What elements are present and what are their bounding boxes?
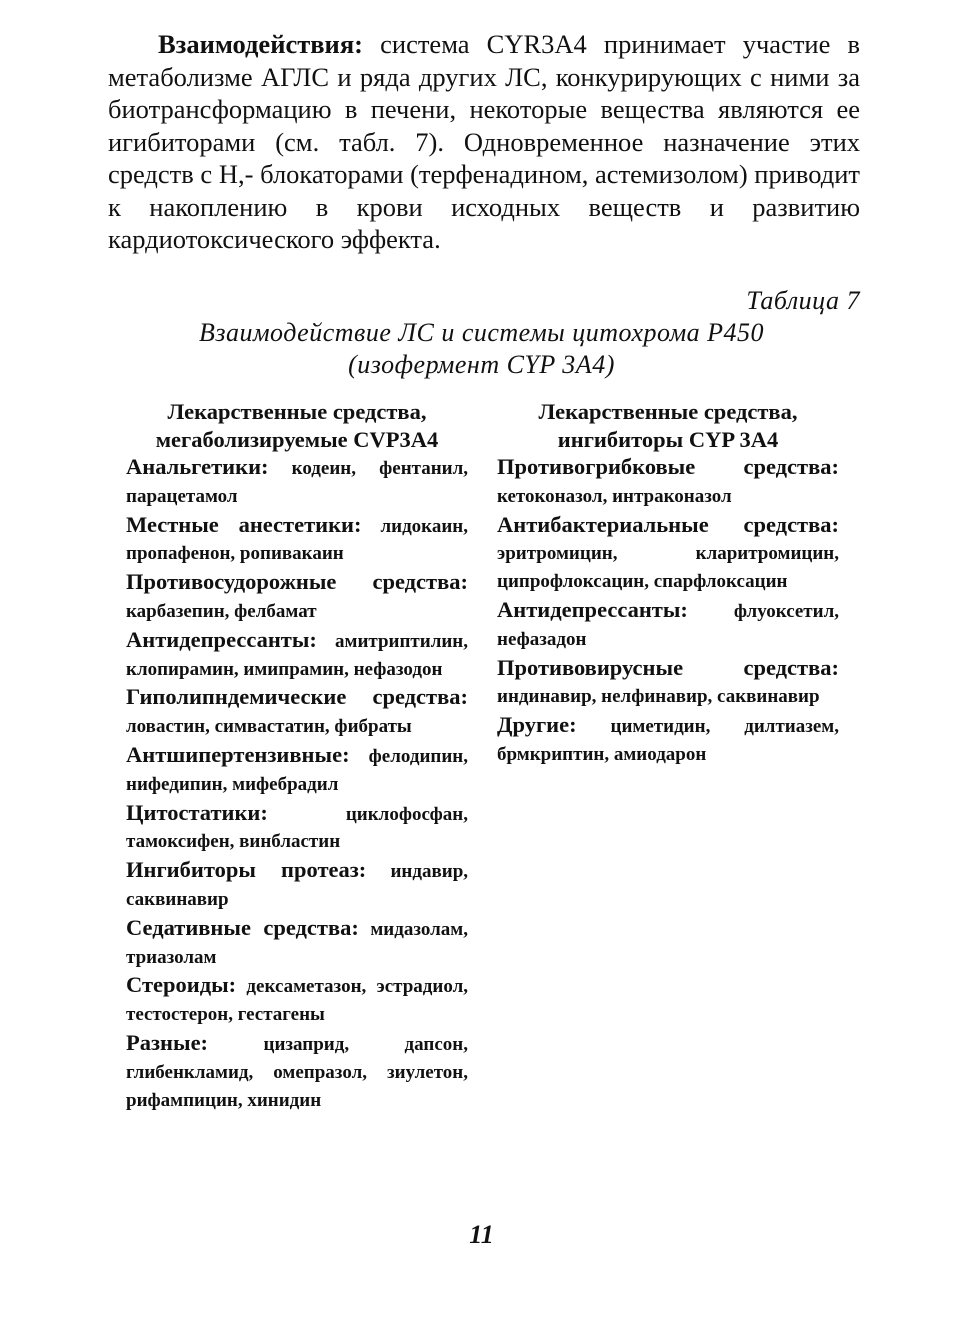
table-entry [126,568,468,626]
table-entry [126,683,468,741]
left-header-line1: Лекарственные средства, [167,399,427,424]
intro-lead: Взаимодействия: [158,29,363,59]
left-column-header [126,398,468,453]
entry-items: индинавир, нелфинавир, саквинавир [497,686,820,708]
table-entry [126,741,468,799]
table-entry [126,626,468,684]
entry-category: Местные анестетики: [126,511,362,537]
entry-category: Другие: [497,712,577,738]
entry-category: Ингибиторы протеаз: [126,857,367,883]
entry-items: цизаприд, дапсон, глибенкламид, омепразол, зиулетон, рифампицин, хинидин [126,1033,468,1111]
left-entries [126,453,468,1114]
entry-items: индавир, саквинавир [126,861,469,910]
right-entries [497,453,839,769]
table-number: Таблица 7 [746,286,860,315]
entry-category: Разные: [126,1029,209,1055]
right-header-line1: Лекарственные средства, [538,399,798,424]
table-title-line1: Взаимодействие ЛС и системы цитохрома Р450 [198,318,765,347]
entry-category: Антибактериальные средства: [497,511,839,537]
table-entry [126,914,468,972]
entry-items: циклофосфан, тамоксифен, винбластин [126,803,468,853]
table-title-line2: (изофермент CYP 3A4) [348,350,615,379]
entry-items: фелодипин, нифедипин, мифебрадил [126,745,468,795]
entry-items: кодеин, фентанил, парацетамол [126,458,469,507]
left-header-line2: мегаболизируемые CVP3A4 [155,426,439,452]
entry-category: Гиполипндемические средства: [126,684,468,710]
entry-items: эритромицин, кларитромицин, ципрофлоксацин, спарфлоксацин [497,543,839,593]
entry-items: мидазолам, триазолам [126,918,468,968]
left-column [126,398,468,1114]
entry-items: дексаметазон, эстрадиол, тестостерон, гестагены [126,976,469,1026]
entry-category: Антшипертензивные: [126,741,350,767]
right-header-line2: ингибиторы CYP 3A4 [557,426,779,452]
entry-items: флуоксетил, нефазадон [497,600,839,650]
entry-category: Анальгетики: [126,454,269,479]
entry-category: Стероиды: [126,972,237,998]
table-title [0,317,963,381]
entry-category: Антидепрессанты: [497,596,688,622]
intro-paragraph [108,28,860,256]
entry-category: Седативные средства: [126,914,359,940]
table-entry [126,511,468,569]
entry-items: лидокаин, пропафенон, ропивакаин [126,515,468,565]
page-number: 11 [469,1220,494,1249]
table-entry [497,596,839,654]
entry-category: Противогрибковые средства: [497,454,839,479]
table-entry [126,453,468,511]
table-entry [497,654,839,712]
right-column-header [497,398,839,453]
entry-category: Цитостатики: [126,799,268,825]
table-entry [497,511,839,596]
entry-category: Противовирусные средства: [497,654,839,680]
table-entry [126,971,468,1029]
table-entry [126,799,468,857]
right-column [497,398,839,769]
entry-category: Противосудорожные средства: [126,569,468,595]
table-entry [126,856,468,914]
entry-items: кетоконазол, интраконазол [497,485,732,507]
table-entry [497,453,839,511]
entry-category: Антидепрессанты: [126,626,317,652]
intro-text: система CYR3A4 принимает участие в метаболизме АГЛС и ряда других ЛС, конкурирующих с ними за биотрансформацию в печени, некоторые вещества являются ее игибиторами (см. табл. 7). Одновременное назначение этих средств с Н,- блокаторами (терфенадином, астемизолом) приводит к накоплению в крови исходных веществ и развитию кардиотоксического эффекта. [108,29,860,254]
table-entry [126,1029,468,1114]
entry-items: амитриптилин, клопирамин, имипрамин, нефазодон [126,630,468,680]
entry-items: циметидин, дилтиазем, брмкриптин, амиодарон [497,716,839,765]
entry-items: карбазепин, фелбамат [126,600,317,622]
entry-items: ловастин, симвастатин, фибраты [126,716,412,738]
table-entry [497,711,839,769]
